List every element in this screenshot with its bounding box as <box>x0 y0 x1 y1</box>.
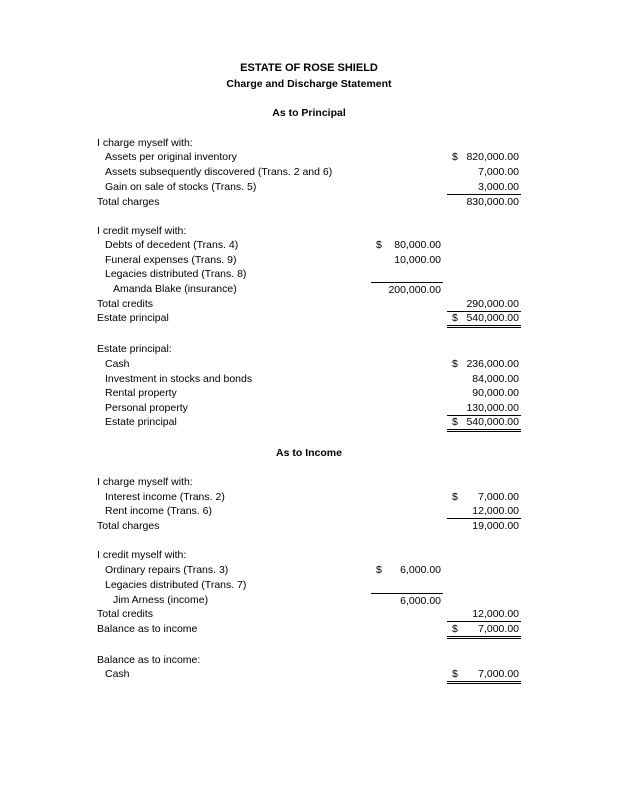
principal-heading: As to Principal <box>272 107 346 119</box>
line-label: Legacies distributed (Trans. 8) <box>105 268 247 280</box>
line-label: Amanda Blake (insurance) <box>113 283 237 295</box>
amount-value: 7,000.00 <box>478 623 519 635</box>
principal-net-row <box>0 311 618 325</box>
income-heading: As to Income <box>276 447 342 459</box>
amount-cell <box>447 401 521 416</box>
line-label: Rent income (Trans. 6) <box>105 505 212 517</box>
income-credit-row <box>0 578 618 592</box>
line-label: Estate principal <box>105 416 177 428</box>
dollar-sign: $ <box>376 564 382 576</box>
principal-credits-intro-row <box>0 224 618 238</box>
amount-value: 540,000.00 <box>466 312 519 324</box>
dollar-sign: $ <box>452 312 458 324</box>
dollar-sign: $ <box>452 491 458 503</box>
total-label: Total charges <box>97 196 160 208</box>
dollar-sign: $ <box>452 416 458 428</box>
amount-cell <box>371 593 443 608</box>
net-label: Estate principal <box>97 312 169 324</box>
amount-value: 12,000.00 <box>472 608 519 620</box>
principal-charge-row <box>0 165 618 179</box>
amount-value: 236,000.00 <box>466 358 519 370</box>
total-label: Total charges <box>97 520 160 532</box>
amount-cell <box>447 504 521 519</box>
amount-value: 200,000.00 <box>388 284 441 296</box>
amount-cell <box>371 253 443 267</box>
amount-cell <box>447 195 521 209</box>
principal-credits-intro: I credit myself with: <box>97 225 187 237</box>
income-credit-row <box>0 563 618 577</box>
income-charge-row <box>0 490 618 504</box>
principal-composition-row <box>0 357 618 371</box>
dollar-sign: $ <box>376 239 382 251</box>
income-composition-intro-row <box>0 653 618 667</box>
line-label: Debts of decedent (Trans. 4) <box>105 239 239 251</box>
line-label: Investment in stocks and bonds <box>105 373 253 385</box>
principal-credit-row <box>0 267 618 281</box>
net-label: Balance as to income <box>97 623 198 635</box>
principal-composition-row <box>0 386 618 400</box>
amount-cell <box>447 180 521 195</box>
amount-value: 6,000.00 <box>400 595 441 607</box>
principal-charges-total-row <box>0 195 618 209</box>
amount-cell <box>447 165 521 179</box>
income-credits-intro-row <box>0 548 618 562</box>
principal-charges-intro-row <box>0 136 618 150</box>
income-charges-intro-row <box>0 475 618 489</box>
total-label: Total credits <box>97 608 154 620</box>
amount-value: 10,000.00 <box>394 254 441 266</box>
amount-value: 80,000.00 <box>394 239 441 251</box>
dollar-sign: $ <box>452 358 458 370</box>
amount-value: 12,000.00 <box>472 505 519 517</box>
amount-cell <box>447 357 521 371</box>
amount-value: 7,000.00 <box>478 668 519 680</box>
amount-cell <box>447 311 521 328</box>
line-label: Rental property <box>105 387 177 399</box>
line-label: Assets subsequently discovered (Trans. 2 and 6) <box>105 166 333 178</box>
amount-cell <box>447 372 521 386</box>
principal-credit-row <box>0 282 618 296</box>
principal-composition-row <box>0 401 618 415</box>
principal-composition-total-row <box>0 415 618 429</box>
line-label: Gain on sale of stocks (Trans. 5) <box>105 181 257 193</box>
amount-cell <box>447 150 521 164</box>
income-charges-intro: I charge myself with: <box>97 476 193 488</box>
principal-composition-row <box>0 372 618 386</box>
income-credit-row <box>0 593 618 607</box>
amount-value: 19,000.00 <box>472 520 519 532</box>
line-label: Funeral expenses (Trans. 9) <box>105 254 237 266</box>
amount-value: 7,000.00 <box>478 491 519 503</box>
statement-title: ESTATE OF ROSE SHIELD <box>240 62 378 74</box>
amount-value: 830,000.00 <box>466 196 519 208</box>
amount-cell <box>447 297 521 312</box>
amount-value: 130,000.00 <box>466 402 519 414</box>
income-credits-total-row <box>0 607 618 621</box>
amount-cell <box>447 386 521 400</box>
amount-value: 90,000.00 <box>472 387 519 399</box>
income-composition-row <box>0 667 618 681</box>
amount-cell <box>447 622 521 639</box>
amount-value: 84,000.00 <box>472 373 519 385</box>
amount-value: 820,000.00 <box>466 151 519 163</box>
line-label: Jim Arness (income) <box>113 594 209 606</box>
income-credits-intro: I credit myself with: <box>97 549 187 561</box>
amount-value: 3,000.00 <box>478 181 519 193</box>
total-label: Total credits <box>97 298 154 310</box>
amount-cell <box>371 238 443 252</box>
principal-composition-intro: Estate principal: <box>97 343 172 355</box>
amount-value: 540,000.00 <box>466 416 519 428</box>
amount-value: 290,000.00 <box>466 298 519 310</box>
principal-credit-row <box>0 253 618 267</box>
amount-cell <box>371 282 443 297</box>
amount-cell <box>371 563 443 577</box>
line-label: Personal property <box>105 402 188 414</box>
amount-cell <box>447 519 521 533</box>
statement-subtitle: Charge and Discharge Statement <box>226 78 392 90</box>
income-charge-row <box>0 504 618 518</box>
dollar-sign: $ <box>452 151 458 163</box>
amount-value: 6,000.00 <box>400 564 441 576</box>
principal-credit-row <box>0 238 618 252</box>
income-net-row <box>0 622 618 636</box>
principal-composition-intro-row <box>0 342 618 356</box>
line-label: Interest income (Trans. 2) <box>105 491 225 503</box>
line-label: Legacies distributed (Trans. 7) <box>105 579 247 591</box>
dollar-sign: $ <box>452 623 458 635</box>
line-label: Ordinary repairs (Trans. 3) <box>105 564 229 576</box>
line-label: Assets per original inventory <box>105 151 237 163</box>
principal-charges-intro: I charge myself with: <box>97 137 193 149</box>
principal-charge-row <box>0 150 618 164</box>
amount-value: 7,000.00 <box>478 166 519 178</box>
principal-credits-total-row <box>0 297 618 311</box>
amount-cell <box>447 607 521 622</box>
amount-cell <box>447 490 521 504</box>
dollar-sign: $ <box>452 668 458 680</box>
amount-cell <box>447 415 521 432</box>
line-label: Cash <box>105 358 130 370</box>
principal-charge-row <box>0 180 618 194</box>
line-label: Cash <box>105 668 130 680</box>
amount-cell <box>447 667 521 684</box>
income-composition-intro: Balance as to income: <box>97 654 201 666</box>
income-charges-total-row <box>0 519 618 533</box>
